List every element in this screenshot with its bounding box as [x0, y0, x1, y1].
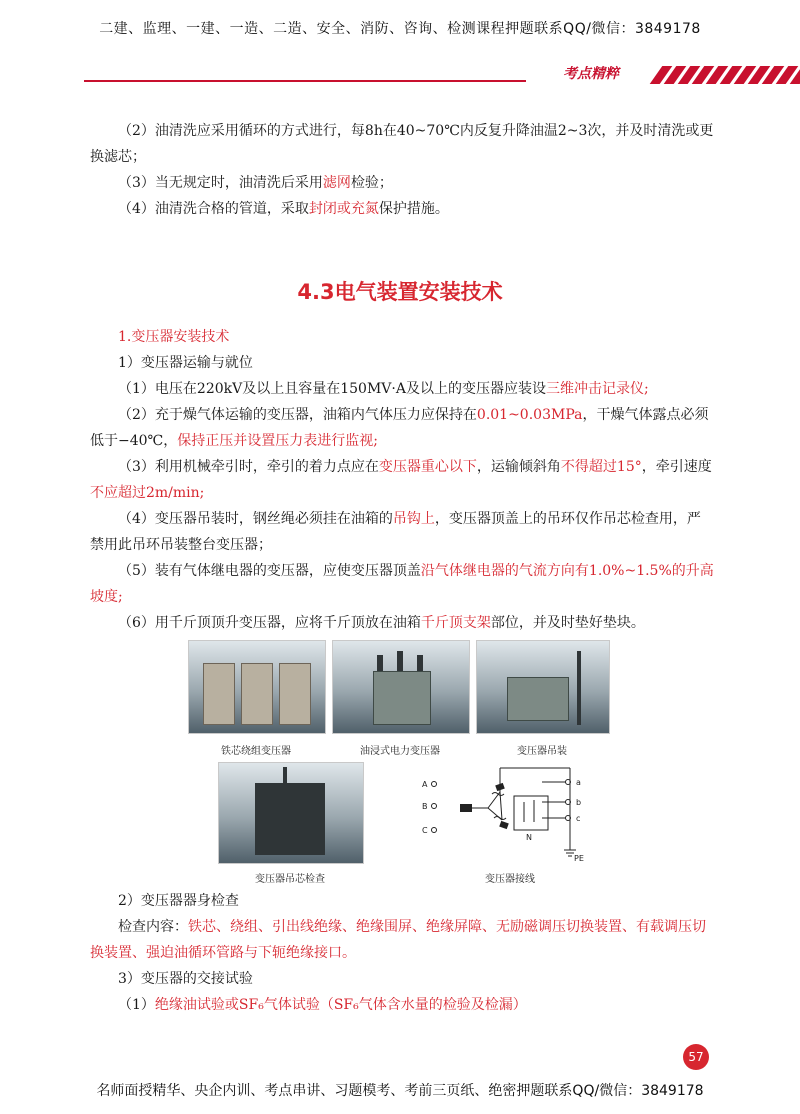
- caption-core-inspection: 变压器吊芯检查: [255, 874, 325, 885]
- text-run: 三维冲击记录仪;: [545, 381, 649, 397]
- text-run: 3）变压器的交接试验: [118, 971, 253, 987]
- text-run: 吊钩上: [392, 511, 435, 527]
- caption-core-winding: 铁芯绕组变压器: [221, 746, 291, 757]
- text-run: 不应超过2m/min;: [90, 485, 205, 501]
- header-stripes: [648, 66, 800, 84]
- paragraph: [90, 170, 714, 196]
- paragraph: [90, 966, 714, 992]
- text-run: 不得超过15°: [560, 459, 642, 475]
- paragraph: [90, 402, 714, 454]
- text-run: 封闭或充氮: [308, 201, 379, 217]
- label-A: A: [422, 780, 428, 789]
- label-c: c: [576, 814, 581, 823]
- text-run: 部位，并及时垫好垫块。: [490, 615, 645, 631]
- text-run: ，变压器顶盖上的吊环仅作吊芯检查用，严禁用此吊环吊装整台变压器；: [90, 511, 701, 553]
- paragraph: [90, 324, 714, 350]
- text-run: 保持正压并设置压力表进行监视;: [177, 433, 378, 449]
- text-run: 绝缘油试验或SF₆气体试验（SF₆气体含水量的检验及检漏）: [154, 997, 527, 1013]
- text-run: ，干燥气体露点必须低于−40℃，: [90, 407, 709, 449]
- text-run: 1）变压器运输与就位: [118, 355, 253, 371]
- label-B: B: [422, 802, 428, 811]
- text-run: （1）电压在220kV及以上且容量在150MV·A及以上的变压器应装设: [118, 381, 546, 397]
- photo-core-inspection: [218, 762, 364, 864]
- page-number: 57: [683, 1044, 709, 1070]
- text-run: 检查内容：: [118, 919, 188, 935]
- text-run: （2）油清洗应采用循环的方式进行，每8h在40~70℃内反复升降油温2~3次，并及时清洗或更换滤芯；: [90, 123, 714, 165]
- photo-transformer-lifting: [476, 640, 610, 734]
- text-run: 检验；: [350, 175, 393, 191]
- text-run: （4）油清洗合格的管道，采取: [118, 201, 309, 217]
- caption-lifting: 变压器吊装: [517, 746, 567, 757]
- bottom-contact-banner: 名师面授精华、央企内训、考点串讲、习题模考、考前三页纸、绝密押题联系QQ/微信：3849178: [96, 1083, 704, 1099]
- text-run: 0.01~0.03MPa: [476, 407, 583, 423]
- text-run: （3）利用机械牵引时，牵引的着力点应在: [118, 459, 379, 475]
- text-run: 滤网: [322, 175, 351, 191]
- caption-oil-immersed: 油浸式电力变压器: [360, 746, 440, 757]
- inspection-and-test-text: [90, 888, 714, 1018]
- text-run: 保护措施。: [378, 201, 449, 217]
- paragraph: [90, 350, 714, 376]
- label-b: b: [576, 798, 582, 807]
- text-run: 铁芯、绕组、引出线绝缘、绝缘围屏、绝缘屏障、无励磁调压切换装置、有载调压切换装置、强迫油循环管路与下轭绝缘接口。: [90, 919, 706, 961]
- text-run: 千斤顶支架: [420, 615, 491, 631]
- caption-wiring: 变压器接线: [485, 874, 535, 885]
- paragraph: [90, 914, 714, 966]
- paragraph: [90, 506, 714, 558]
- text-run: 1.变压器安装技术: [118, 329, 230, 345]
- text-run: ，牵引速度: [641, 459, 712, 475]
- photo-core-winding-transformer: [188, 640, 326, 734]
- text-run: 沿气体继电器的气流方向有1.0%~1.5%的升高坡度;: [90, 563, 714, 605]
- label-PE: PE: [574, 854, 584, 862]
- label-N: N: [526, 833, 532, 842]
- transformer-install-text: [90, 324, 714, 636]
- label-a: a: [576, 778, 581, 787]
- paragraph: [90, 454, 714, 506]
- text-run: 2）变压器器身检查: [118, 893, 239, 909]
- text-run: （1）: [118, 997, 155, 1013]
- paragraph: [90, 558, 714, 610]
- photo-oil-immersed-transformer: [332, 640, 470, 734]
- text-run: （5）装有气体继电器的变压器，应使变压器顶盖: [118, 563, 421, 579]
- text-run: （2）充于燥气体运输的变压器，油箱内气体压力应保持在: [118, 407, 477, 423]
- paragraph: [90, 196, 714, 222]
- text-run: 变压器重心以下: [378, 459, 477, 475]
- label-C: C: [422, 826, 428, 835]
- paragraph: [90, 376, 714, 402]
- paragraph: [90, 888, 714, 914]
- paragraph: [90, 118, 714, 170]
- paragraph: [90, 610, 714, 636]
- top-contact-banner: 二建、监理、一建、一造、二造、安全、消防、咨询、检测课程押题联系QQ/微信：3849178: [99, 21, 701, 37]
- previous-section-text: [90, 118, 714, 222]
- text-run: （3）当无规定时，油清洗后采用: [118, 175, 323, 191]
- header-section-tab: 考点精粹: [526, 64, 656, 84]
- paragraph: [90, 992, 714, 1018]
- transformer-wiring-diagram: [420, 762, 600, 862]
- text-run: （6）用千斤顶顶升变压器，应将千斤顶放在油箱: [118, 615, 421, 631]
- text-run: ，运输倾斜角: [476, 459, 561, 475]
- text-run: （4）变压器吊装时，钢丝绳必须挂在油箱的: [118, 511, 393, 527]
- section-title: 4.3电气装置安装技术: [297, 280, 503, 304]
